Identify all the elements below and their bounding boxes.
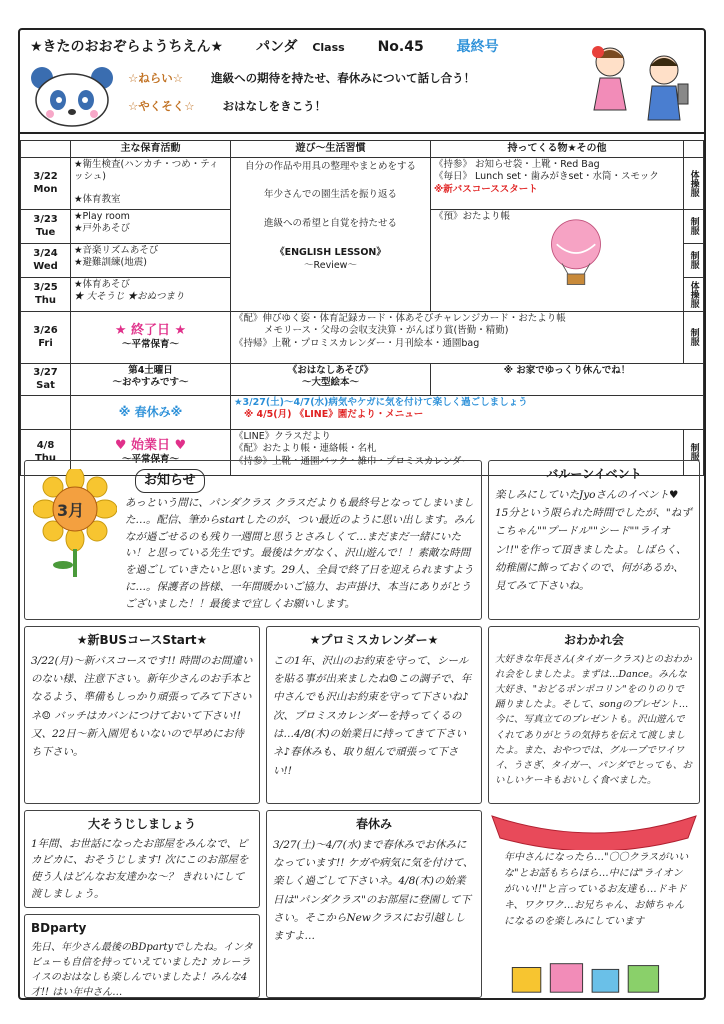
ribbon-icon	[488, 810, 700, 850]
school-name: ★きたのおおぞらようちえん★	[30, 39, 224, 55]
panda-icon	[28, 64, 116, 128]
table-row: 3/23 Tue ★Play room ★戸外あそび 《預》おたより帳 制服	[21, 209, 704, 243]
bdparty-text: 先日、年少さん最後のBDpartyでしたね。インタビューも自信を持っていえていました♪ カレーライスのおはなしも楽しんでいましたよ！みんな4才!! はい年中さん…	[31, 941, 253, 998]
bus-section	[24, 626, 260, 804]
sunflower-icon	[33, 469, 117, 579]
balloon-text: 楽しみにしていたJyoさんのイベント♥ 15分という限られた時間でしたが、"ねずこちゃん""プードル""シード""ライオン!!"を作って頂きましたよ。しばらく、幼稚園に飾っておくので、何があるか、見てみて下さいね。	[495, 488, 692, 593]
spring-break-section	[266, 810, 482, 998]
header-activities: 主な保育活動	[71, 141, 231, 158]
class-word: Class	[312, 41, 345, 54]
final-issue-label: 最終号	[456, 39, 499, 55]
month-label: 3月	[57, 501, 85, 520]
bdparty-section	[24, 914, 260, 998]
bdparty-title: BDparty	[31, 921, 87, 935]
farewell-title: おわかれ会	[563, 633, 624, 647]
aim-row	[128, 70, 475, 86]
promise-calendar-section	[266, 626, 482, 804]
bus-text: 3/22(月)～新バスコースです!! 時間のお間違いのない様、注意下さい。新年少さんのお手本となるよう、準備もしっかり頑張ってみて下さいネ☺ バッチはカバンにつけておいて下さい!! 又、22日～新入園児もいないので早めにお待ち下さい。	[31, 654, 253, 759]
header-bring: 持ってくる物★その他	[431, 141, 684, 158]
bus-title: ★新BUSコースStart★	[76, 633, 208, 647]
farewell-text: 大好きな年長さん(タイガークラス)とのおわかれ会をしましたよ。まずは…Dance。みんな大好き、"おどるポンポコリン"をのりのりで踊りましたよ。そして、songのプレゼント…今に、写真立てのプレゼントも。沢山遊んでくれてありがとうの気持ちを伝えて渡しましたよ。また、おやつでは、グループでワイワイ、うさぎ、タイガー、パンダでとっても、おいしいケーキもおいしく食べました。	[495, 653, 692, 787]
header-life: 遊び～生活習慣	[231, 141, 431, 158]
opening-day-label: ♥ 始業日 ♥	[114, 437, 187, 453]
table-row: 3/22 Mon ★衛生検査(ハンカチ・つめ・ティッシュ) ★体育教室 自分の作品や用具の整理やまとめをする 年少さんでの園生活を振り返る 進級への希望と自覚を持たせる 《ENGLISH LESSON》 ～Review～ 《持参》 お知らせ袋・上靴・Red Bag 《毎日》 Lunch set・歯みがきset・水筒・スモック ※新バスコーススタート 体操服	[21, 157, 704, 209]
children-illustration-icon	[580, 40, 700, 130]
table-row: ※ 春休み※ ★3/27(土)～4/7(水)病気やケガに気を付けて楽しく過ごしましょう ※ 4/5(月) 《LINE》園だより・メニュー	[21, 395, 704, 429]
spring-title: 春休み	[355, 817, 392, 831]
cleaning-section	[24, 810, 260, 908]
farewell-section	[488, 626, 700, 804]
table-row: 3/24 Wed ★音楽リズムあそび ★避難訓練(地震) 制服	[21, 243, 704, 277]
aim-text: 進級への期待を持たせ、春休みについて話し合う！	[211, 71, 476, 85]
balloon-title: バルーンイベント	[546, 467, 642, 481]
next-class-note	[488, 810, 700, 998]
notice-title: お知らせ	[135, 469, 205, 493]
hot-air-balloon-icon	[541, 218, 611, 288]
issue-number: No.45	[377, 39, 424, 55]
balloon-event-section	[488, 460, 700, 620]
spring-text: 3/27(土)～4/7(水)まで春休みでお休みになっています!! ケガや病気に気を付けて、楽しく過ごして下さいネ。4/8(木)の始業日は"パンダクラス"のお部屋に登園して下さい。そこからNewクラスにお引越ししますよ…	[273, 838, 474, 943]
cleaning-title: 大そうじしましょう	[87, 817, 196, 831]
promise-label: ☆やくそく☆	[128, 99, 195, 113]
promise-title: ★プロミスカレンダー★	[309, 633, 439, 647]
header	[20, 30, 704, 134]
aim-label: ☆ねらい☆	[128, 71, 184, 85]
promise-row	[128, 98, 326, 114]
gift-boxes-icon	[504, 958, 684, 996]
newsletter-page	[18, 28, 706, 1000]
cleaning-text: 1年間、お世話になったお部屋をみんなで、ピカピカに、おそうじします! 次にこのお部屋を使う人はどんなお友達かな～？ きれいにして渡しましょう。	[31, 837, 249, 900]
schedule-table	[20, 140, 704, 476]
table-row: 4/8 Thu ♥ 始業日 ♥ ～平常保育～ 《LINE》クラスだより 《配》おたより帳・連絡帳・名札 《持参》上靴・通園バック・雑巾・プロミスカレンダー 制服	[21, 429, 704, 475]
promise-text: この1年、沢山のお約束を守って、シールを貼る事が出来ましたね☺この調子で、年中さんでも沢山お約束を守って下さいね♪ 次、プロミスカレンダーを持ってくるのは…4/8(木)の始業日に持ってきて下さいネ♪春休みも、取り組んで頑張って下さい!!	[273, 654, 472, 777]
closing-day-label: ★ 終了日 ★	[114, 322, 187, 338]
notice-text: あっという間に、パンダクラス クラスだよりも最終号となってしまいました…。配信、筆からstartしたのが、つい最近のように思い出します。みんなが過ごせるのも残り一週間と思うとさみしくて…まだまだ一緒にいたい！と思っている先生です。最後はケガなく、沢山遊んで！！素敵な時間を過ごしていきたいと思います。29人、全員で終了日を迎えられますように…。保護者の皆様、一年間暖かいご協力、お声掛け、本当にありがとうございました！！最後まで宜しくお願いします。	[125, 497, 475, 610]
notice-section	[24, 460, 482, 620]
next-class-text: 年中さんになったら…"〇〇クラスがいいな"とお話もちらほら…中には"ライオンがいい!!"と言っているお友達も…ドキドキ、ワクワク…お兄ちゃん、お姉ちゃんになるのを楽しみにしています	[504, 852, 689, 927]
table-header-row	[21, 141, 704, 158]
table-row: 3/26 Fri ★ 終了日 ★ ～平常保育～ 《配》伸びゆく姿・体育記録カード・体あそびチャレンジカード・おたより帳 メモリース・父母の会収支決算・がんばり賞(皆勤・精勤) 《持帰》上靴・プロミスカレンダー・月刊絵本・通園bag 制服	[21, 311, 704, 363]
header-title-row	[30, 36, 527, 56]
promise-text: おはなしをきこう！	[222, 99, 327, 113]
class-name: パンダ	[255, 39, 298, 55]
life-habits-cell: 自分の作品や用具の整理やまとめをする 年少さんでの園生活を振り返る 進級への希望と自覚を持たせる 《ENGLISH LESSON》 ～Review～	[231, 157, 431, 311]
table-row: 3/25 Thu ★体育あそび ★ 大そうじ ★おぬつまり 体操服	[21, 277, 704, 311]
table-row: 3/27 Sat 第4土曜日 ～おやすみです～ 《おはなしあそび》 ～大型絵本～ ※ お家でゆっくり休んでね！	[21, 363, 704, 395]
